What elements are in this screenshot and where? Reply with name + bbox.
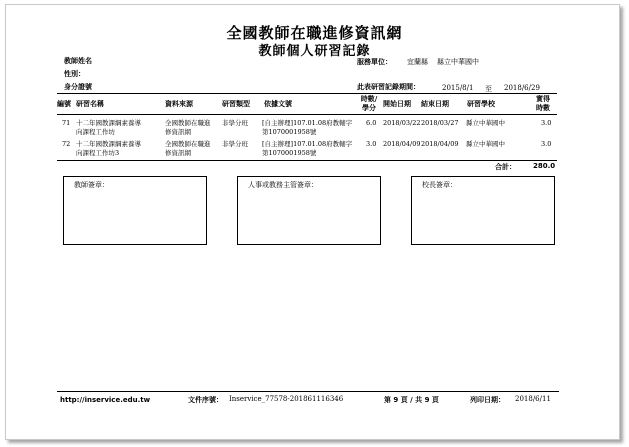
teacher-signature-box [63,176,207,245]
col-type: 研習類型 [222,100,250,108]
row-name-line1: 十二年國教課綱素養導 [76,119,141,127]
row-type: 非學分班 [222,140,248,148]
total-value: 280.0 [533,162,556,170]
id-label: 身分證號 [64,83,92,91]
document-title: 全國教師在職進修資訊網 [226,24,403,42]
name-label: 教師姓名 [64,57,92,65]
print-date: 2018/6/11 [515,395,551,403]
row-name-line2: 向課程工作坊3 [76,149,120,157]
table-top-rule [57,93,557,94]
row-source-line1: 全國教師在職進 [165,140,211,148]
col-school: 研習學校 [467,100,495,108]
row-end: 2018/04/09 [421,140,459,148]
page-indicator: 第 9 頁 / 共 9 頁 [384,396,439,404]
personnel-signature-box [237,176,381,245]
principal-signature-label: 校長簽章： [422,181,457,189]
total-label: 合計： [495,163,516,171]
row-name-line2: 向課程工作坊 [76,128,115,136]
row-source-line1: 全國教師在職進 [165,119,211,127]
footer-rule [57,391,559,392]
table-bottom-rule [57,160,557,161]
row-doc-line1: [自主辦理]107.01.08府教輔字 [262,119,353,127]
gender-label: 性別： [64,70,85,78]
principal-signature-box [411,176,555,245]
row-earned: 3.0 [541,119,552,127]
teacher-signature-label: 教師簽章： [74,181,109,189]
print-date-label: 列印日期： [470,396,505,404]
row-start: 2018/04/09 [383,140,421,148]
doc-number-label: 文件序號： [188,396,223,404]
col-source: 資料來源 [165,100,193,108]
col-earned: 實得時數 [536,95,550,112]
col-end: 結束日期 [421,100,449,108]
row-end: 2018/03/27 [421,119,459,127]
personnel-signature-label: 人事或教務主管簽章： [248,181,318,189]
period-label: 此表研習記錄期間： [357,83,420,91]
document-subtitle: 教師個人研習記錄 [258,44,371,59]
row-doc-line2: 第1070001958號 [262,128,317,136]
table-header-rule [57,114,557,115]
row-doc-line2: 第1070001958號 [262,149,317,157]
period-to: 至 [485,85,492,93]
row-no: 71 [62,119,71,127]
row-hours: 3.0 [366,140,377,148]
row-no: 72 [62,140,71,148]
unit-school: 縣立中華國中 [437,58,479,66]
row-hours: 6.0 [366,119,377,127]
row-school: 縣立中華國中 [466,140,505,148]
row-type: 非學分班 [222,119,248,127]
row-source-line2: 修資訊網 [165,128,191,136]
row-earned: 3.0 [541,140,552,148]
col-doc: 依據文號 [264,100,292,108]
row-source-line2: 修資訊網 [165,149,191,157]
row-doc-line1: [自主辦理]107.01.08府教輔字 [262,140,353,148]
period-start: 2015/8/1 [442,84,474,92]
unit-label: 服務單位： [357,58,392,66]
period-end: 2018/6/29 [504,84,540,92]
col-hours: 時數/學分 [360,95,378,112]
row-start: 2018/03/22 [383,119,421,127]
unit-county: 宜蘭縣 [407,58,428,66]
row-name-line1: 十二年國教課綱素養導 [76,140,141,148]
col-name: 研習名稱 [76,100,104,108]
row-school: 縣立中華國中 [466,119,505,127]
doc-number: Inservice_77578-201861116346 [229,395,344,403]
footer-url: http://inservice.edu.tw [60,396,151,404]
col-start: 開始日期 [383,100,411,108]
col-no: 編號 [57,100,71,108]
